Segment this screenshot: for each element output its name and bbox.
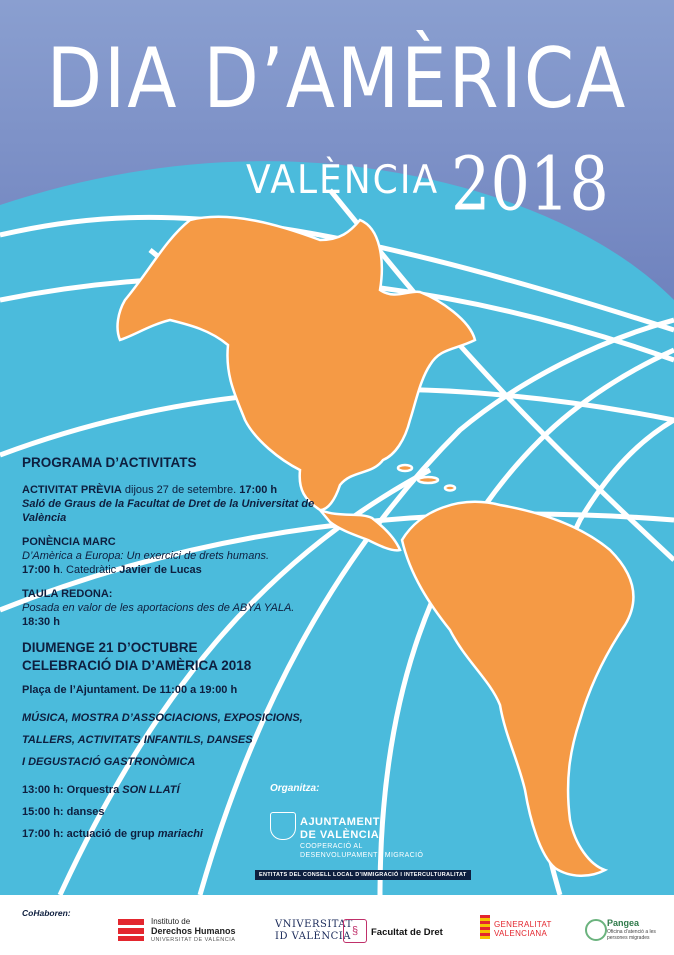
sunday-celebration: CELEBRACIÓ DIA D’AMÈRICA 2018	[22, 658, 252, 673]
idh-mark-icon	[118, 919, 144, 941]
sunday-heading	[22, 639, 322, 675]
university-logo	[275, 917, 445, 945]
uv-line1: VNIVERSITAT	[275, 919, 353, 930]
keynote-speaker: Javier de Lucas	[119, 564, 202, 576]
sunday-place: Plaça de l’Ajuntament. De 11:00 a 19:00 h	[22, 684, 238, 696]
keynote-label: PONÈNCIA MARC	[22, 536, 116, 548]
round-table	[22, 587, 322, 629]
pangea-name: Pangea	[607, 918, 640, 928]
activity-line: MÚSICA, MOSTRA D’ASSOCIACIONS, EXPOSICIONS,	[22, 712, 303, 724]
schedule-text: Orquestra	[63, 784, 123, 796]
pangea-line2: persones migrades	[607, 935, 650, 941]
schedule-text: actuació de grup	[63, 828, 158, 840]
generalitat-logo	[480, 915, 560, 943]
activity-list	[22, 707, 322, 773]
prior-activity-time: 17:00 h	[239, 484, 278, 496]
senyera-icon	[480, 915, 490, 939]
prior-activity	[22, 483, 322, 525]
schedule-emphasis: mariachi	[157, 828, 203, 840]
schedule-time: 13:00 h:	[22, 784, 64, 796]
activity-line: TALLERS, ACTIVITATS INFANTILS, DANSES	[22, 734, 253, 746]
keynote	[22, 535, 322, 577]
prior-activity-place: Saló de Graus de la Facultat de Dret de la Universitat de València	[22, 498, 315, 524]
gv-line1: GENERALITAT	[494, 920, 552, 929]
program-heading: PROGRAMA D’ACTIVITATS	[22, 455, 197, 470]
poster-year: 2018	[451, 140, 609, 228]
gv-line2: VALENCIANA	[494, 929, 548, 938]
organizer-name-line1: AJUNTAMENT	[300, 816, 380, 828]
sunday-date: DIUMENGE 21 D’OCTUBRE	[22, 640, 198, 655]
keynote-title: D’Amèrica a Europa: Un exercici de drets humans.	[22, 550, 269, 562]
schedule-time: 17:00 h:	[22, 828, 64, 840]
activity-line: I DEGUSTACIÓ GASTRONÒMICA	[22, 756, 196, 768]
pangea-globe-icon	[585, 919, 607, 941]
round-table-time: 18:30 h	[22, 616, 60, 628]
pangea-logo	[585, 915, 665, 945]
organizer-dept-line1: COOPERACIÓ AL	[300, 843, 363, 850]
round-table-title: Posada en valor de les aportacions des de ABYA YALA.	[22, 602, 295, 614]
caribbean-island	[445, 486, 455, 491]
idh-line3: UNIVERSITAT DE VALÈNCIA	[151, 937, 236, 943]
council-banner: ENTITATS DEL CONSELL LOCAL D’IMMIGRACIÓ I INTERCULTURALITAT	[255, 870, 471, 880]
schedule-time: 15:00 h:	[22, 806, 64, 818]
organizer-dept-line2: DESENVOLUPAMENT I MIGRACIÓ	[300, 852, 424, 859]
keynote-role: . Catedràtic	[59, 564, 120, 576]
pangea-line1: Oficina d’atenció a les	[607, 929, 656, 935]
city-crest-icon	[270, 812, 296, 840]
collaborators-label: CoHaboren:	[22, 908, 71, 918]
caribbean-island	[418, 477, 438, 483]
collaborators-footer	[0, 895, 674, 955]
human-rights-institute-logo	[118, 917, 248, 943]
prior-activity-date: dijous 27 de setembre.	[121, 484, 240, 496]
schedule-text: danses	[63, 806, 105, 818]
round-table-label: TAULA REDONA:	[22, 588, 113, 600]
organizer-label: Organitza:	[270, 783, 320, 794]
poster-title: DIA D’AMÈRICA	[46, 30, 628, 127]
idh-line2: Derechos Humanos	[151, 926, 236, 936]
organizer-name-line2: DE VALÈNCIA	[300, 829, 380, 841]
schedule-emphasis: SON LLATÍ	[122, 784, 180, 796]
poster-city: VALÈNCIA	[246, 158, 440, 204]
prior-activity-label: ACTIVITAT PRÈVIA	[22, 484, 122, 496]
idh-line1: Instituto de	[151, 917, 191, 926]
caribbean-island	[398, 465, 412, 471]
keynote-time: 17:00 h	[22, 564, 60, 576]
faculty-seal-icon: §	[343, 919, 367, 943]
uv-line2: ID VALÈNCIA	[275, 931, 351, 942]
faculty-name: Facultat de Dret	[371, 927, 443, 938]
